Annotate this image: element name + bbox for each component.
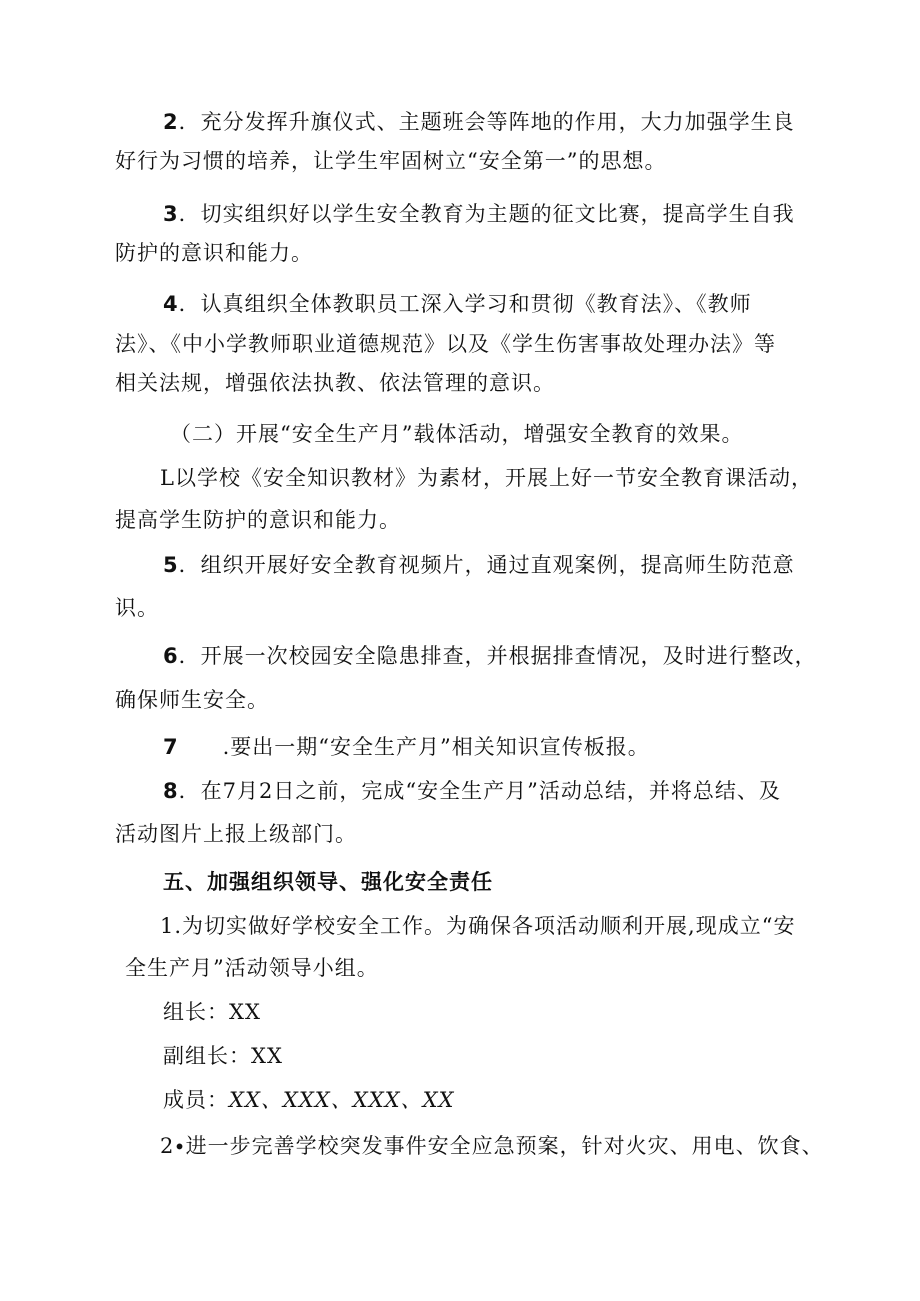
- vice-leader-line: 副组长：XX: [163, 1044, 283, 1068]
- item-l-line-1: L以学校《安全知识教材》为素材，开展上好一节安全教育课活动，: [160, 466, 813, 490]
- item-7-line-1: 7 .要出一期“安全生产月”相关知识宣传板报。: [163, 735, 650, 759]
- item-6-line-1: 6．开展一次校园安全隐患排查，并根据排查情况，及时进行整改，: [163, 644, 817, 668]
- item-6-line-2: 确保师生安全。: [115, 688, 269, 712]
- item-2-line-1: 2．充分发挥升旗仪式、主题班会等阵地的作用，大力加强学生良: [163, 110, 795, 134]
- item-2-line-2: 好行为习惯的培养，让学生牢固树立“安全第一”的思想。: [115, 149, 667, 173]
- section-5-item-2-line-1: 2∙进一步完善学校突发事件安全应急预案，针对火灾、用电、饮食、: [160, 1134, 824, 1158]
- item-4-line-1: 4．认真组织全体教职员工深入学习和贯彻《教育法》、《教师: [163, 292, 752, 316]
- item-3-line-2: 防护的意识和能力。: [115, 241, 313, 265]
- members-line: 成员：XX、XXX、XXX、XX: [163, 1088, 455, 1112]
- section-5-item-1-line-1: 1.为切实做好学校安全工作。为确保各项活动顺利开展,现成立“安: [160, 914, 796, 938]
- subsection-heading: （二）开展“安全生产月”载体活动，增强安全教育的效果。: [170, 422, 744, 446]
- item-4-line-3: 相关法规，增强依法执教、依法管理的意识。: [115, 371, 555, 395]
- item-8-line-1: 8．在7月2日之前，完成“安全生产月”活动总结，并将总结、及: [163, 779, 781, 803]
- item-5-line-2: 识。: [115, 596, 159, 620]
- section-5-heading: 五、加强组织领导、强化安全责任: [163, 869, 493, 894]
- item-5-line-1: 5．组织开展好安全教育视频片，通过直观案例，提高师生防范意: [163, 553, 795, 577]
- item-8-line-2: 活动图片上报上级部门。: [115, 822, 357, 846]
- item-4-line-2: 法》、《中小学教师职业道德规范》以及《学生伤害事故处理办法》等: [115, 332, 776, 356]
- item-l-line-2: 提高学生防护的意识和能力。: [115, 508, 401, 532]
- leader-line: 组长：XX: [163, 1000, 261, 1024]
- item-3-line-1: 3．切实组织好以学生安全教育为主题的征文比赛，提高学生自我: [163, 202, 795, 226]
- section-5-item-1-line-2: 全生产月”活动领导小组。: [125, 956, 379, 980]
